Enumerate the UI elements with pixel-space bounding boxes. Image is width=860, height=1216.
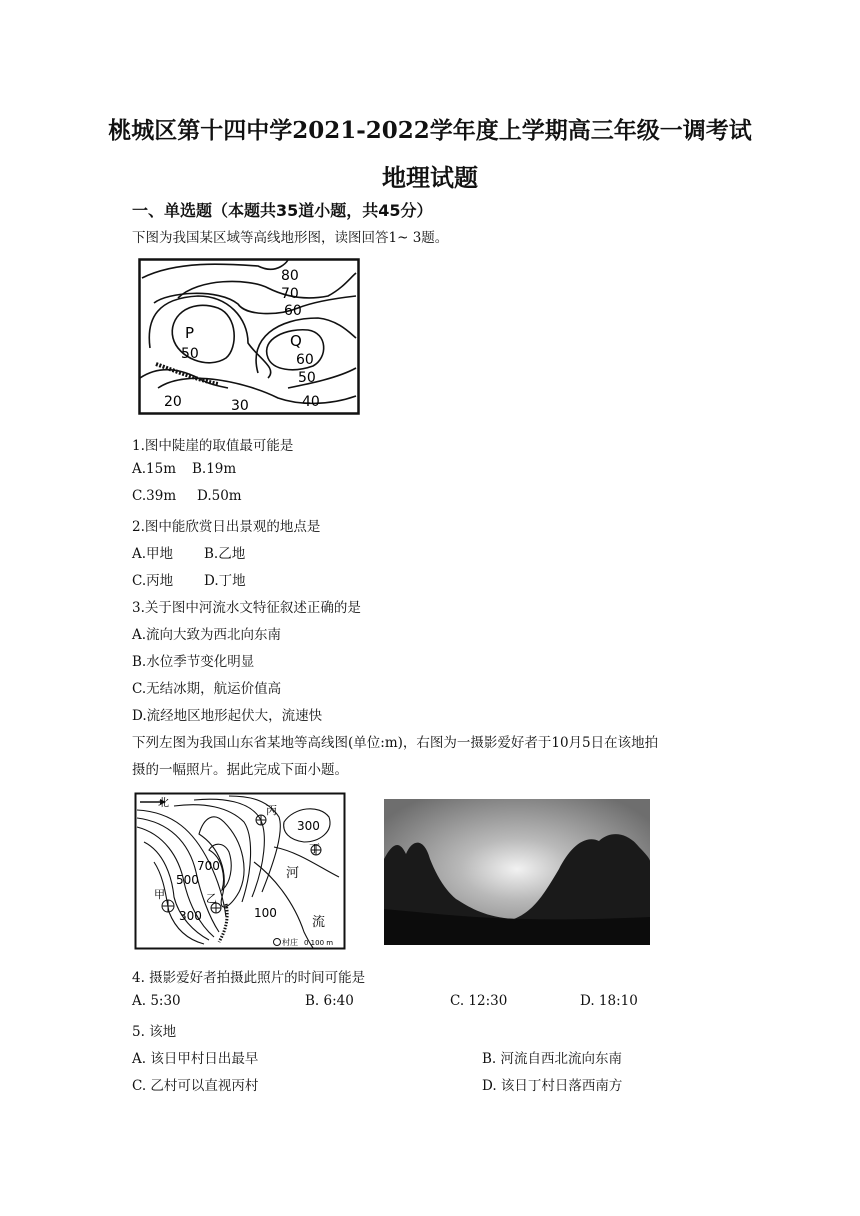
- contour-label-700: 700: [197, 859, 220, 873]
- contour-label-500: 500: [176, 873, 199, 887]
- q4-option-a: A. 5:30: [132, 993, 181, 1009]
- q4-option-c: C. 12:30: [450, 993, 508, 1009]
- contour-label-100: 100: [254, 906, 277, 920]
- exam-subtitle: 地理试题: [382, 163, 478, 192]
- contour-label-300-top: 300: [297, 819, 320, 833]
- intro-text-1: 下图为我国某区域等高线地形图，读图回答1~ 3题。: [132, 230, 449, 246]
- q5-stem: 5. 该地: [132, 1024, 177, 1040]
- legend-village-label: 村庄: [282, 938, 298, 947]
- point-p-label: P: [185, 324, 195, 342]
- contour-label-50-left: 50: [181, 346, 199, 362]
- q5-option-c: C. 乙村可以直视丙村: [132, 1078, 259, 1094]
- north-arrow-label: 北: [158, 796, 169, 809]
- village-jia-label: 甲: [154, 888, 165, 901]
- village-bing-label: 丙: [266, 804, 277, 817]
- contour-label-50-right: 50: [298, 370, 316, 386]
- village-ding-label: 丁: [309, 842, 320, 855]
- contour-label-30: 30: [231, 398, 249, 414]
- q5-option-b: B. 河流自西北流向东南: [482, 1051, 623, 1067]
- q1-option-b: B.19m: [192, 461, 237, 477]
- contour-label-70: 70: [281, 286, 299, 302]
- q1-option-d: D.50m: [197, 488, 242, 504]
- q2-option-b: B.乙地: [204, 546, 246, 562]
- q3-option-c: C.无结冰期，航运价值高: [132, 681, 282, 697]
- q1-option-c: C.39m: [132, 488, 177, 504]
- q3-option-a: A.流向大致为西北向东南: [132, 627, 282, 643]
- contour-map-figure-1: [138, 258, 360, 415]
- contour-label-40: 40: [302, 394, 320, 410]
- river-label-he: 河: [286, 866, 300, 881]
- q4-stem: 4. 摄影爱好者拍摄此照片的时间可能是: [132, 970, 366, 986]
- q3-option-d: D.流经地区地形起伏大，流速快: [132, 708, 323, 724]
- section-heading: 一、单选题（本题共35道小题，共45分）: [132, 201, 433, 220]
- intro-text-2-line2: 摄的一幅照片。据此完成下面小题。: [132, 762, 348, 778]
- q4-option-d: D. 18:10: [580, 993, 638, 1009]
- contour-label-60-top: 60: [284, 303, 302, 319]
- contour-map-figure-2: [134, 792, 346, 950]
- sunrise-photo: [384, 799, 650, 945]
- q3-stem: 3.关于图中河流水文特征叙述正确的是: [132, 600, 361, 616]
- contour-label-300-bottom: 300: [179, 909, 202, 923]
- q1-option-a: A.15m: [132, 461, 177, 477]
- village-yi-label: 乙: [206, 892, 217, 905]
- q2-option-a: A.甲地: [132, 546, 174, 562]
- river-label-liu: 流: [312, 915, 326, 930]
- q5-option-d: D. 该日丁村日落西南方: [482, 1078, 623, 1094]
- intro-text-2-line1: 下列左图为我国山东省某地等高线图(单位:m)，右图为一摄影爱好者于10月5日在该地拍: [132, 735, 659, 751]
- q2-option-d: D.丁地: [204, 573, 246, 589]
- contour-label-60-right: 60: [296, 352, 314, 368]
- scale-bar-label: 0 100 m: [304, 939, 334, 947]
- q3-option-b: B.水位季节变化明显: [132, 654, 255, 670]
- q5-option-a: A. 该日甲村日出最早: [132, 1051, 259, 1067]
- contour-label-20: 20: [164, 394, 182, 410]
- q1-stem: 1.图中陡崖的取值最可能是: [132, 438, 294, 454]
- q2-option-c: C.丙地: [132, 573, 174, 589]
- exam-title: 桃城区第十四中学2021-2022学年度上学期高三年级一调考试: [108, 117, 752, 144]
- point-q-label: Q: [290, 332, 302, 350]
- contour-label-80: 80: [281, 268, 299, 284]
- q4-option-b: B. 6:40: [305, 993, 354, 1009]
- q2-stem: 2.图中能欣赏日出景观的地点是: [132, 519, 321, 535]
